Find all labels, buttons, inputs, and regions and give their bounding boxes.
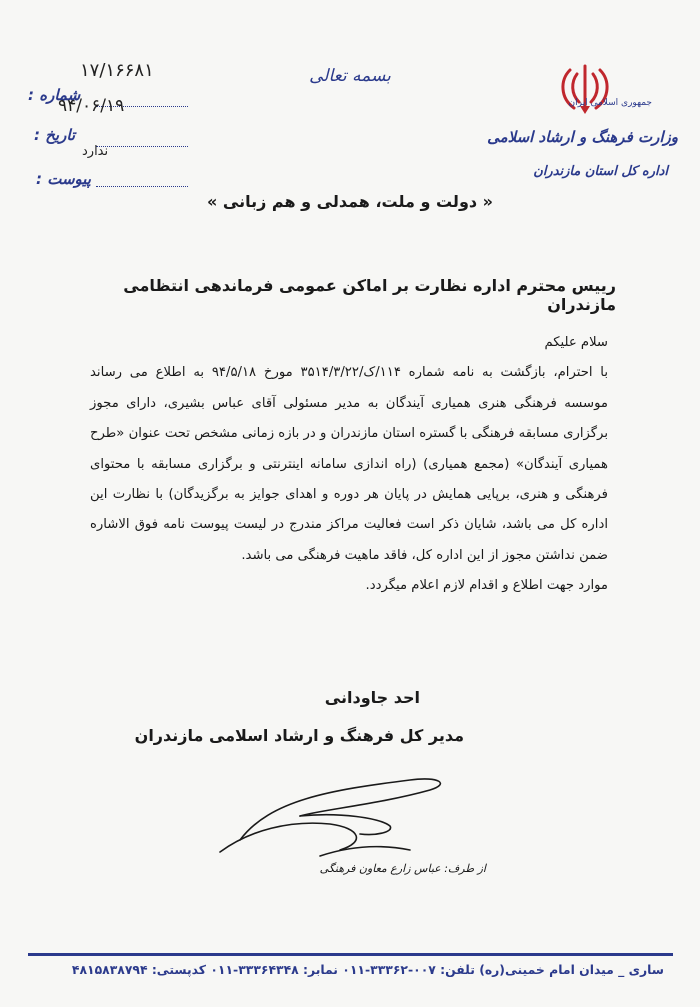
letter-body [90, 328, 608, 602]
signer-name: احد جاودانی [324, 688, 420, 707]
attachment-dotted-line [96, 186, 188, 187]
greeting: سلام علیکم [544, 335, 608, 350]
body-paragraph: با احترام، بازگشت به نامه شماره ۱۱۴/ک/۳۵۱۴/۳/۲۲ مورخ ۹۴/۵/۱۸ به اطلاع می رساند موسسه فرهنگی هنری همیاری آیندگان به مدیر مسئولی آقای عباس بشیری، دارای مجوز برگزاری مسابقه فرهنگی با گستره استان مازندران و در بازه زمانی مشخص تحت عنوان «طرح همیاری آیندگان» (مجمع همیاری) (راه اندازی سامانه اینترنتی و برگزاری مسابقه با محتوای فرهنگی و هنری، برپایی همایش در پایان هر دوره و اهدای جوایز به برگزیدگان) با نظارت این اداره کل می باشد، شایان ذکر است فعالیت مراکز مندرج در لیست پیوست نامه فوق الاشاره ضمن نداشتن مجوز از این اداره کل، فاقد ماهیت فرهنگی می باشد. [90, 365, 608, 563]
signer-title: مدیر کل فرهنگ و ارشاد اسلامی مازندران [134, 726, 464, 745]
signed-for-note: از طرف: عباس زارع معاون فرهنگی [319, 862, 486, 875]
slogan: « دولت و ملت، همدلی و هم زبانی » [207, 192, 493, 211]
department-name: اداره کل استان مازندران [533, 164, 668, 179]
recipient-line: ریيس محترم اداره نظارت بر اماکن عمومی فرماندهی انتظامی مازندران [123, 276, 616, 314]
footer-contact: ساری _ میدان امام خمینی(ره) تلفن: ۰۰۷-۳۳۳۶۲-۰۱۱ نمابر: ۳۳۳۶۴۳۴۸-۰۱۱ کدپستی: ۴۸۱۵۸۳۸۷۹۴ [71, 962, 664, 977]
attachment-value: ندارد [82, 144, 109, 159]
republic-label: جمهوری اسلامی ایران [568, 98, 652, 108]
ministry-name: وزارت فرهنگ و ارشاد اسلامی [487, 128, 678, 146]
letter-date-label: تاریخ : [34, 126, 76, 144]
date-dotted-line [96, 146, 188, 147]
footer-divider [28, 953, 673, 956]
closing-line: موارد جهت اطلاع و اقدام لازم اعلام میگردد. [365, 578, 608, 594]
letter-number-value: ۱۷/۱۶۶۸۱ [80, 60, 154, 81]
bismillah-heading: بسمه تعالی [309, 66, 391, 86]
letter-date-value: ۹۴/۰۶/۱۹ [58, 96, 125, 116]
letter-number-label: شماره : [28, 86, 81, 104]
attachment-label: پیوست : [36, 170, 91, 188]
